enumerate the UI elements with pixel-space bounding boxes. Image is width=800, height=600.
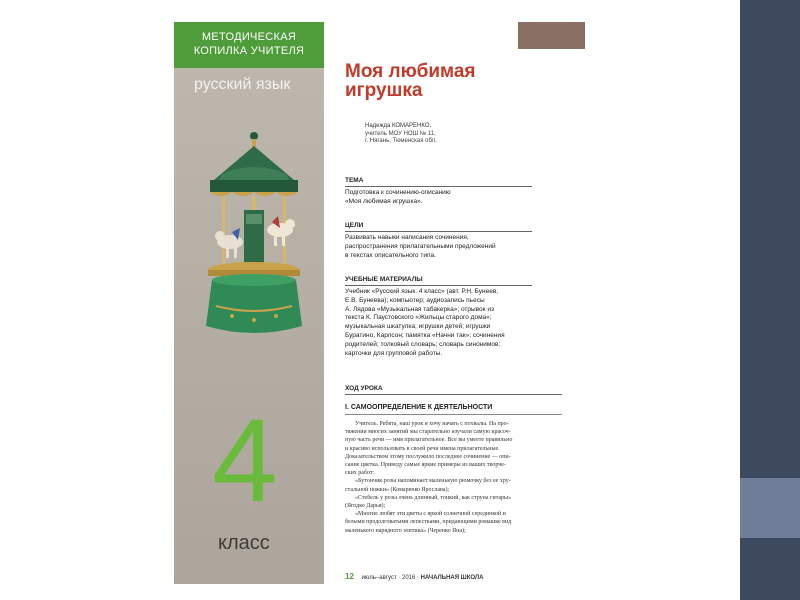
lesson-line: сание цветка. Приведу самые яркие примеры из ваших творче- xyxy=(345,462,506,469)
magazine-name: НАЧАЛЬНАЯ ШКОЛА xyxy=(420,575,484,581)
section-body xyxy=(345,286,532,358)
section-goals xyxy=(345,222,532,260)
left-column xyxy=(174,22,324,584)
article-title xyxy=(345,62,475,100)
journal-page xyxy=(174,22,585,584)
lesson-text xyxy=(345,415,562,535)
section-line: Буратино, Карлсон; памятка «Начни так»; сочинения xyxy=(345,331,505,339)
section-body xyxy=(345,232,532,260)
lesson-line: Доказательством этому послужило последнее сочинение — опи- xyxy=(345,453,511,460)
section-heading: ЦЕЛИ xyxy=(345,222,532,232)
grade-label: класс xyxy=(218,532,270,554)
lesson-heading: ХОД УРОКА xyxy=(345,385,562,395)
section-line: Учебник «Русский язык. 4 класс» (авт. Р.Н. Бунеев, xyxy=(345,288,499,295)
section-line: родителей; толковый словарь; словарь синонимов; xyxy=(345,340,501,348)
lesson-line: ную часть речи — имя прилагательное. Все вы умеете правильно xyxy=(345,437,513,444)
carousel-music-box-image xyxy=(202,130,306,336)
lesson-line: белыми продолговатыми лепестками, придающими ромашке вид xyxy=(345,519,512,526)
lesson-stage-heading: I. САМООПРЕДЕЛЕНИЕ К ДЕЯТЕЛЬНОСТИ xyxy=(345,403,562,415)
section-line: в текстах описательного типа. xyxy=(345,251,436,259)
section-line: музыкальная шкатулка; игрушки детей; игрушки xyxy=(345,323,491,331)
section-body xyxy=(345,187,532,207)
subject-label: русский язык xyxy=(194,76,291,93)
slide-accent-square xyxy=(740,478,800,538)
section-lesson-flow xyxy=(345,385,562,535)
lesson-line: «Стебель у розы очень длинный, тонкий, как струна гитары» xyxy=(355,494,512,501)
section-line: «Моя любимая игрушка». xyxy=(345,197,423,205)
lesson-line: маленького нарядного зонтика» (Черенко Яна); xyxy=(345,527,466,534)
lesson-line: ских работ: xyxy=(345,470,375,477)
article-title-line-2: игрушка xyxy=(345,80,423,101)
lesson-line: Учитель. Ребята, наш урок я хочу начать с похвалы. На про- xyxy=(355,421,509,427)
section-line: Развивать навыки написания сочинения, xyxy=(345,234,469,241)
author-info xyxy=(365,123,437,146)
lesson-line: «Многие любят эти цветы с яркой солнечной серединкой и xyxy=(355,511,506,518)
page-corner-tab xyxy=(518,22,585,49)
section-line: распространения прилагательными предложений xyxy=(345,242,496,250)
section-heading: УЧЕБНЫЕ МАТЕРИАЛЫ xyxy=(345,276,532,286)
grade-number: 4 xyxy=(212,395,278,527)
lesson-line: «Бутончик розы напоминает маленькую рюмочку без ее хру- xyxy=(355,478,511,485)
page-number: 12 xyxy=(345,572,354,581)
author-position: учитель МОУ НОШ № 11, xyxy=(365,130,436,137)
lesson-line: стальной ножки» (Комаренко Ярослава); xyxy=(345,486,450,493)
rubric-banner xyxy=(174,22,324,68)
section-materials xyxy=(345,276,532,358)
author-location: г. Нягань, Тюменская обл. xyxy=(365,138,437,144)
page-footer xyxy=(345,572,483,581)
banner-line-1: МЕТОДИЧЕСКАЯ xyxy=(201,31,297,43)
section-line: Подготовка к сочинению-описанию xyxy=(345,189,451,196)
lesson-line: тяжении многих занятий мы старательно изучали самую красоч- xyxy=(345,429,511,436)
banner-line-2: КОПИЛКА УЧИТЕЛЯ xyxy=(193,45,305,57)
author-name: Надежда КОМАРЕНКО, xyxy=(365,123,432,129)
lesson-line: и красиво использовать в своей речи имена прилагательные. xyxy=(345,445,500,452)
issue-date: июль–август · 2016 · xyxy=(361,575,419,581)
lesson-line: (Ягодко Дарья); xyxy=(345,503,386,510)
section-heading: ТЕМА xyxy=(345,177,532,187)
article-title-line-1: Моя любимая xyxy=(345,61,476,82)
section-topic xyxy=(345,177,532,207)
section-line: карточки для групповой работы. xyxy=(345,349,443,357)
section-line: текста К. Паустовского «Жильцы старого дома»; xyxy=(345,314,492,322)
section-line: Е.В. Бунеева); компьютер; аудиозапись пьесы xyxy=(345,296,485,304)
section-line: А. Лядова «Музыкальная табакерка»; отрывок из xyxy=(345,305,494,313)
